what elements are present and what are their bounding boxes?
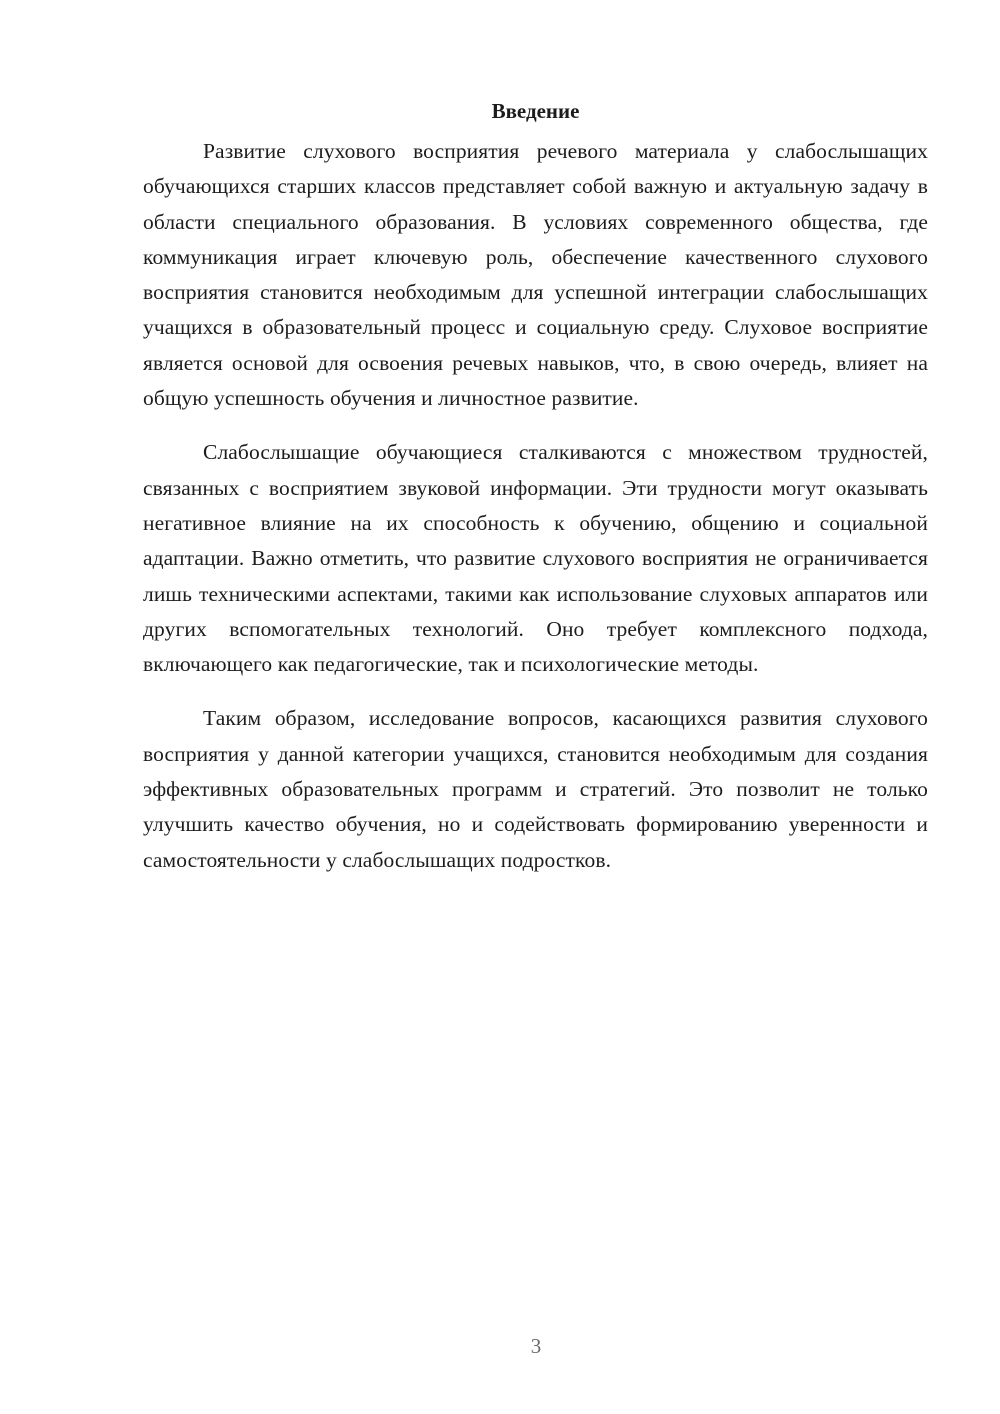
section-title: Введение [491,99,580,123]
paragraph-1: Развитие слухового восприятия речевого материала у слабослышащих обучающихся старших классов представляет собой важную и актуальную задачу в области специального образования. В условиях современного общества, где коммуникация играет ключевую роль, обеспечение качественного слухового восприятия становится необходимым для успешной интеграции слабослышащих учащихся в образовательный процесс и социальную среду. Слуховое восприятие является основой для освоения речевых навыков, что, в свою очередь, влияет на общую успешность обучения и личностное развитие. [143,139,928,411]
paragraph-2: Слабослышащие обучающиеся сталкиваются с множеством трудностей, связанных с восприятием звуковой информации. Эти трудности могут оказывать негативное влияние на их способность к обучению, общению и социальной адаптации. Важно отметить, что развитие слухового восприятия не ограничивается лишь техническими аспектами, такими как использование слуховых аппаратов или других вспомогательных технологий. Оно требует комплексного подхода, включающего как педагогические, так и психологические методы. [143,440,928,677]
paragraph-3: Таким образом, исследование вопросов, касающихся развития слухового восприятия у данной категории учащихся, становится необходимым для создания эффективных образовательных программ и стратегий. Это позволит не только улучшить качество обучения, но и содействовать формированию уверенности и самостоятельности у слабослышащих подростков. [143,706,928,872]
page-content [143,94,928,897]
page-number: 3 [530,1334,542,1358]
